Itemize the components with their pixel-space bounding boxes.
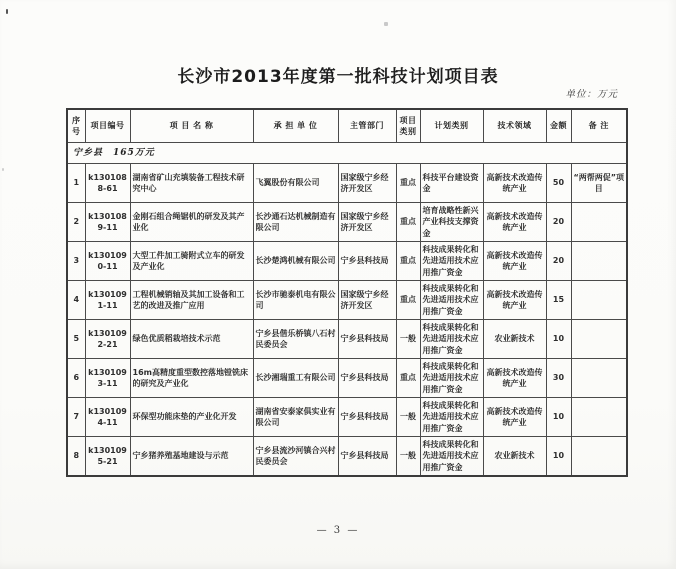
cell-code: k1301093-11 [85,359,130,398]
cell-name: 16m高精度重型数控落地镗铣床的研究及产业化 [130,359,253,398]
scan-artifact [6,9,8,14]
header-code: 项目编号 [85,109,130,143]
cell-code: k1301090-11 [85,242,130,281]
cell-name: 宁乡猪养殖基地建设与示范 [130,437,253,477]
scan-artifact [384,22,388,26]
cell-field: 高新技术改造传统产业 [483,242,546,281]
cell-plan: 培育战略性新兴产业科技支撑资金 [420,203,483,242]
project-table [66,108,628,477]
cell-category: 重点 [396,242,420,281]
cell-amount: 10 [546,320,571,359]
cell-category: 重点 [396,164,420,203]
header-category: 项目 类别 [396,109,420,143]
cell-plan: 科技成果转化和先进适用技术应用推广资金 [420,437,483,477]
cell-seq: 6 [67,359,85,398]
header-unit: 承 担 单 位 [253,109,338,143]
cell-field: 高新技术改造传统产业 [483,281,546,320]
cell-amount: 30 [546,359,571,398]
cell-dept: 国家级宁乡经济开发区 [338,164,396,203]
cell-dept: 宁乡县科技局 [338,359,396,398]
cell-field: 农业新技术 [483,320,546,359]
cell-remark [571,320,627,359]
table-row [67,398,627,437]
unit-note: 单位：万元 [565,89,618,100]
cell-code: k1301092-21 [85,320,130,359]
cell-amount: 10 [546,398,571,437]
table-row [67,359,627,398]
cell-unit: 长沙市驰泰机电有限公司 [253,281,338,320]
cell-dept: 宁乡县科技局 [338,398,396,437]
cell-remark [571,398,627,437]
cell-unit: 宁乡县偕乐桥镇八石村民委员会 [253,320,338,359]
cell-dept: 宁乡县科技局 [338,437,396,477]
cell-unit: 湖南省安泰家俱实业有限公司 [253,398,338,437]
cell-remark [571,281,627,320]
cell-remark [571,242,627,281]
cell-seq: 2 [67,203,85,242]
page-number: — 3 — [316,525,360,536]
cell-unit: 长沙湘瑞重工有限公司 [253,359,338,398]
cell-remark: “两帮两促”项目 [571,164,627,203]
cell-category: 重点 [396,281,420,320]
cell-dept: 宁乡县科技局 [338,320,396,359]
cell-field: 农业新技术 [483,437,546,477]
cell-field: 高新技术改造传统产业 [483,359,546,398]
cell-code: k1301091-11 [85,281,130,320]
cell-name: 工程机械销轴及其加工设备和工艺的改进及推广应用 [130,281,253,320]
cell-seq: 5 [67,320,85,359]
table-row [67,164,627,203]
header-seq: 序号 [67,109,85,143]
header-dept: 主管部门 [338,109,396,143]
cell-plan: 科技成果转化和先进适用技术应用推广资金 [420,242,483,281]
cell-name: 金刚石组合绳锯机的研发及其产业化 [130,203,253,242]
cell-name: 湖南省矿山充填装备工程技术研究中心 [130,164,253,203]
table-row [67,437,627,477]
header-name: 项 目 名 称 [130,109,253,143]
header-row [67,109,627,143]
cell-amount: 20 [546,242,571,281]
cell-field: 高新技术改造传统产业 [483,164,546,203]
cell-seq: 3 [67,242,85,281]
cell-code: k1301089-11 [85,203,130,242]
cell-name: 环保型功能床垫的产业化开发 [130,398,253,437]
cell-code: k1301088-61 [85,164,130,203]
cell-seq: 7 [67,398,85,437]
cell-plan: 科技成果转化和先进适用技术应用推广资金 [420,320,483,359]
cell-unit: 飞翼股份有限公司 [253,164,338,203]
cell-field: 高新技术改造传统产业 [483,203,546,242]
cell-dept: 宁乡县科技局 [338,242,396,281]
table-row [67,242,627,281]
cell-seq: 1 [67,164,85,203]
cell-seq: 8 [67,437,85,477]
cell-name: 大型工件加工骑附式立车的研发及产业化 [130,242,253,281]
document-title: 长沙市2013年度第一批科技计划项目表 [177,67,499,87]
section-label: 宁乡县 165万元 [67,143,627,164]
cell-unit: 长沙楚鸿机械有限公司 [253,242,338,281]
cell-plan: 科技成果转化和先进适用技术应用推广资金 [420,359,483,398]
cell-remark [571,203,627,242]
cell-category: 重点 [396,203,420,242]
cell-plan: 科技成果转化和先进适用技术应用推广资金 [420,398,483,437]
table-row [67,203,627,242]
header-amount: 金额 [546,109,571,143]
cell-plan: 科技平台建设资金 [420,164,483,203]
header-field: 技术领域 [483,109,546,143]
cell-unit: 长沙通石达机械制造有限公司 [253,203,338,242]
cell-code: k1301095-21 [85,437,130,477]
table-row [67,281,627,320]
cell-category: 一般 [396,437,420,477]
cell-seq: 4 [67,281,85,320]
cell-category: 一般 [396,398,420,437]
cell-dept: 国家级宁乡经济开发区 [338,281,396,320]
cell-remark [571,437,627,477]
cell-dept: 国家级宁乡经济开发区 [338,203,396,242]
cell-plan: 科技成果转化和先进适用技术应用推广资金 [420,281,483,320]
cell-field: 高新技术改造传统产业 [483,398,546,437]
cell-category: 一般 [396,320,420,359]
cell-code: k1301094-11 [85,398,130,437]
header-remark: 备 注 [571,109,627,143]
table-row [67,320,627,359]
cell-name: 绿色优质稻栽培技术示范 [130,320,253,359]
cell-amount: 10 [546,437,571,477]
cell-remark [571,359,627,398]
cell-amount: 15 [546,281,571,320]
header-plan: 计划类别 [420,109,483,143]
cell-amount: 50 [546,164,571,203]
cell-unit: 宁乡县流沙河镇合兴村民委员会 [253,437,338,477]
scan-artifact [2,168,4,171]
section-row [67,143,627,164]
cell-category: 重点 [396,359,420,398]
cell-amount: 20 [546,203,571,242]
